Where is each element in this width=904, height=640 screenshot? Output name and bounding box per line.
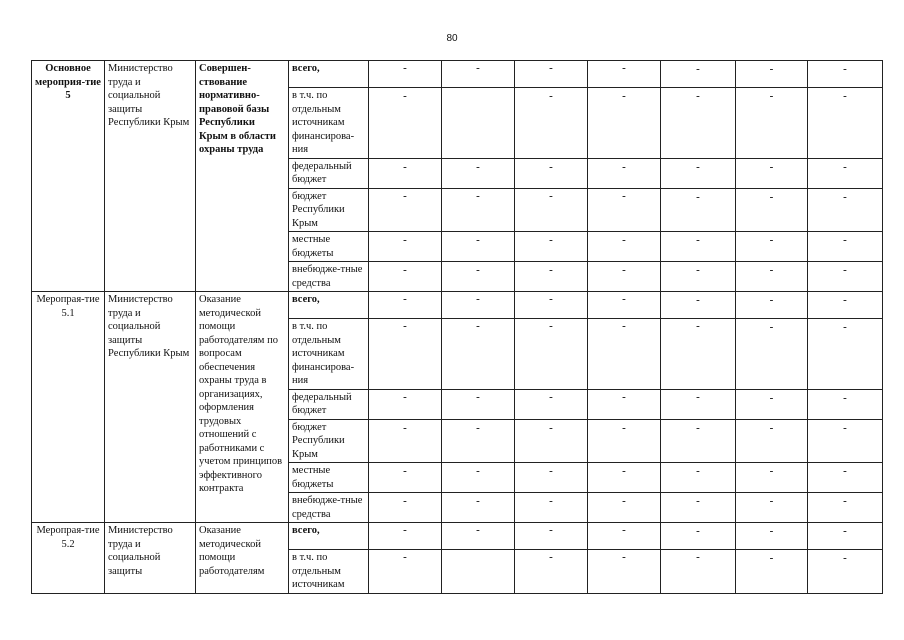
value-cell: - <box>588 262 661 292</box>
value-cell: - <box>736 292 808 319</box>
value-cell: - <box>515 61 588 88</box>
value-cell: - <box>588 88 661 159</box>
table-row <box>32 292 883 319</box>
value-cell: - <box>369 232 442 262</box>
value-cell: - <box>588 232 661 262</box>
funding-source: всего, <box>289 292 369 319</box>
value-cell: - <box>515 389 588 419</box>
responsible-executor: Министерство труда и социальной защиты Республики Крым <box>105 292 196 523</box>
value-cell: - <box>442 61 515 88</box>
value-cell: - <box>515 88 588 159</box>
value-cell: - <box>808 493 883 523</box>
value-cell: - <box>736 262 808 292</box>
funding-source: всего, <box>289 523 369 550</box>
value-cell: - <box>661 292 736 319</box>
value-cell: - <box>369 463 442 493</box>
table-row <box>32 61 883 88</box>
value-cell: - <box>369 550 442 594</box>
value-cell: - <box>736 232 808 262</box>
funding-source: в т.ч. по отдельным источникам финансирова-ния <box>289 88 369 159</box>
value-cell: - <box>661 493 736 523</box>
value-cell: - <box>515 292 588 319</box>
funding-source: федеральный бюджет <box>289 389 369 419</box>
funding-source: местные бюджеты <box>289 232 369 262</box>
value-cell: - <box>588 292 661 319</box>
measure-name: Оказание методической помощи работодателям по вопросам обеспечения охраны труда в организациях, оформления трудовых отношений с работниками с учетом принципов эффективного контракта <box>196 292 289 523</box>
value-cell: - <box>515 319 588 390</box>
value-cell: - <box>736 389 808 419</box>
value-cell: - <box>661 389 736 419</box>
value-cell: - <box>808 262 883 292</box>
value-cell: - <box>661 88 736 159</box>
value-cell: - <box>442 158 515 188</box>
value-cell: - <box>661 262 736 292</box>
value-cell: - <box>442 319 515 390</box>
value-cell: - <box>736 158 808 188</box>
value-cell: - <box>442 188 515 232</box>
funding-source: внебюдже-тные средства <box>289 262 369 292</box>
value-cell: - <box>515 188 588 232</box>
value-cell: - <box>808 319 883 390</box>
value-cell: - <box>661 463 736 493</box>
value-cell: - <box>369 389 442 419</box>
value-cell: - <box>588 158 661 188</box>
value-cell: - <box>808 389 883 419</box>
value-cell: - <box>442 232 515 262</box>
funding-source: внебюдже-тные средства <box>289 493 369 523</box>
value-cell: - <box>661 419 736 463</box>
value-cell: - <box>442 523 515 550</box>
funding-source: бюджет Республики Крым <box>289 419 369 463</box>
funding-source: федеральный бюджет <box>289 158 369 188</box>
table-row <box>32 523 883 550</box>
value-cell: - <box>736 463 808 493</box>
value-cell: - <box>515 158 588 188</box>
value-cell: - <box>442 493 515 523</box>
value-cell: - <box>369 158 442 188</box>
value-cell: - <box>588 389 661 419</box>
value-cell: - <box>736 493 808 523</box>
value-cell: - <box>588 419 661 463</box>
value-cell: - <box>515 493 588 523</box>
value-cell: - <box>808 463 883 493</box>
value-cell: - <box>442 389 515 419</box>
value-cell: - <box>736 319 808 390</box>
value-cell: - <box>515 550 588 594</box>
value-cell: - <box>515 523 588 550</box>
value-cell: - <box>369 523 442 550</box>
value-cell: - <box>515 232 588 262</box>
value-cell: - <box>736 550 808 594</box>
value-cell: - <box>369 419 442 463</box>
value-cell: - <box>369 319 442 390</box>
value-cell: - <box>515 262 588 292</box>
funding-source: всего, <box>289 61 369 88</box>
funding-source: в т.ч. по отдельным источникам финансирова-ния <box>289 319 369 390</box>
value-cell: - <box>808 88 883 159</box>
measure-name: Оказание методической помощи работодателям <box>196 523 289 594</box>
page-number: 80 <box>446 33 458 44</box>
value-cell: - <box>369 61 442 88</box>
measure-code: Основное мероприя-тие 5 <box>32 61 105 292</box>
value-cell: - <box>369 88 442 159</box>
value-cell: - <box>661 319 736 390</box>
value-cell: - <box>808 188 883 232</box>
value-cell <box>442 550 515 594</box>
value-cell: - <box>661 158 736 188</box>
value-cell: - <box>661 188 736 232</box>
measure-code: Меропрая-тие 5.1 <box>32 292 105 523</box>
value-cell: - <box>369 493 442 523</box>
value-cell: - <box>588 61 661 88</box>
value-cell <box>442 88 515 159</box>
funding-source: в т.ч. по отдельным источникам <box>289 550 369 594</box>
value-cell: - <box>369 292 442 319</box>
value-cell: - <box>736 61 808 88</box>
value-cell: - <box>736 188 808 232</box>
value-cell: - <box>661 550 736 594</box>
value-cell: - <box>661 232 736 262</box>
value-cell: - <box>661 61 736 88</box>
value-cell: - <box>808 292 883 319</box>
value-cell: - <box>808 158 883 188</box>
measure-name: Совершен-ствование нормативно-правовой базы Республики Крым в области охраны труда <box>196 61 289 292</box>
value-cell: - <box>369 188 442 232</box>
value-cell: - <box>588 319 661 390</box>
value-cell: - <box>736 419 808 463</box>
value-cell: - <box>442 292 515 319</box>
value-cell: - <box>808 232 883 262</box>
value-cell: - <box>588 493 661 523</box>
value-cell: - <box>442 262 515 292</box>
responsible-executor: Министерство труда и социальной защиты <box>105 523 196 594</box>
value-cell: - <box>515 419 588 463</box>
value-cell: - <box>661 523 736 550</box>
value-cell: - <box>588 188 661 232</box>
value-cell: - <box>442 419 515 463</box>
measure-code: Меропрая-тие 5.2 <box>32 523 105 594</box>
funding-source: местные бюджеты <box>289 463 369 493</box>
financing-table <box>31 60 883 594</box>
value-cell: - <box>588 463 661 493</box>
value-cell: - <box>808 419 883 463</box>
value-cell: - <box>808 550 883 594</box>
value-cell: - <box>808 61 883 88</box>
value-cell: - <box>442 463 515 493</box>
value-cell: - <box>369 262 442 292</box>
value-cell: - <box>808 523 883 550</box>
responsible-executor: Министерство труда и социальной защиты Республики Крым <box>105 61 196 292</box>
value-cell: - <box>588 523 661 550</box>
funding-source: бюджет Республики Крым <box>289 188 369 232</box>
value-cell: - <box>515 463 588 493</box>
value-cell: - <box>736 523 808 550</box>
value-cell: - <box>736 88 808 159</box>
value-cell: - <box>588 550 661 594</box>
